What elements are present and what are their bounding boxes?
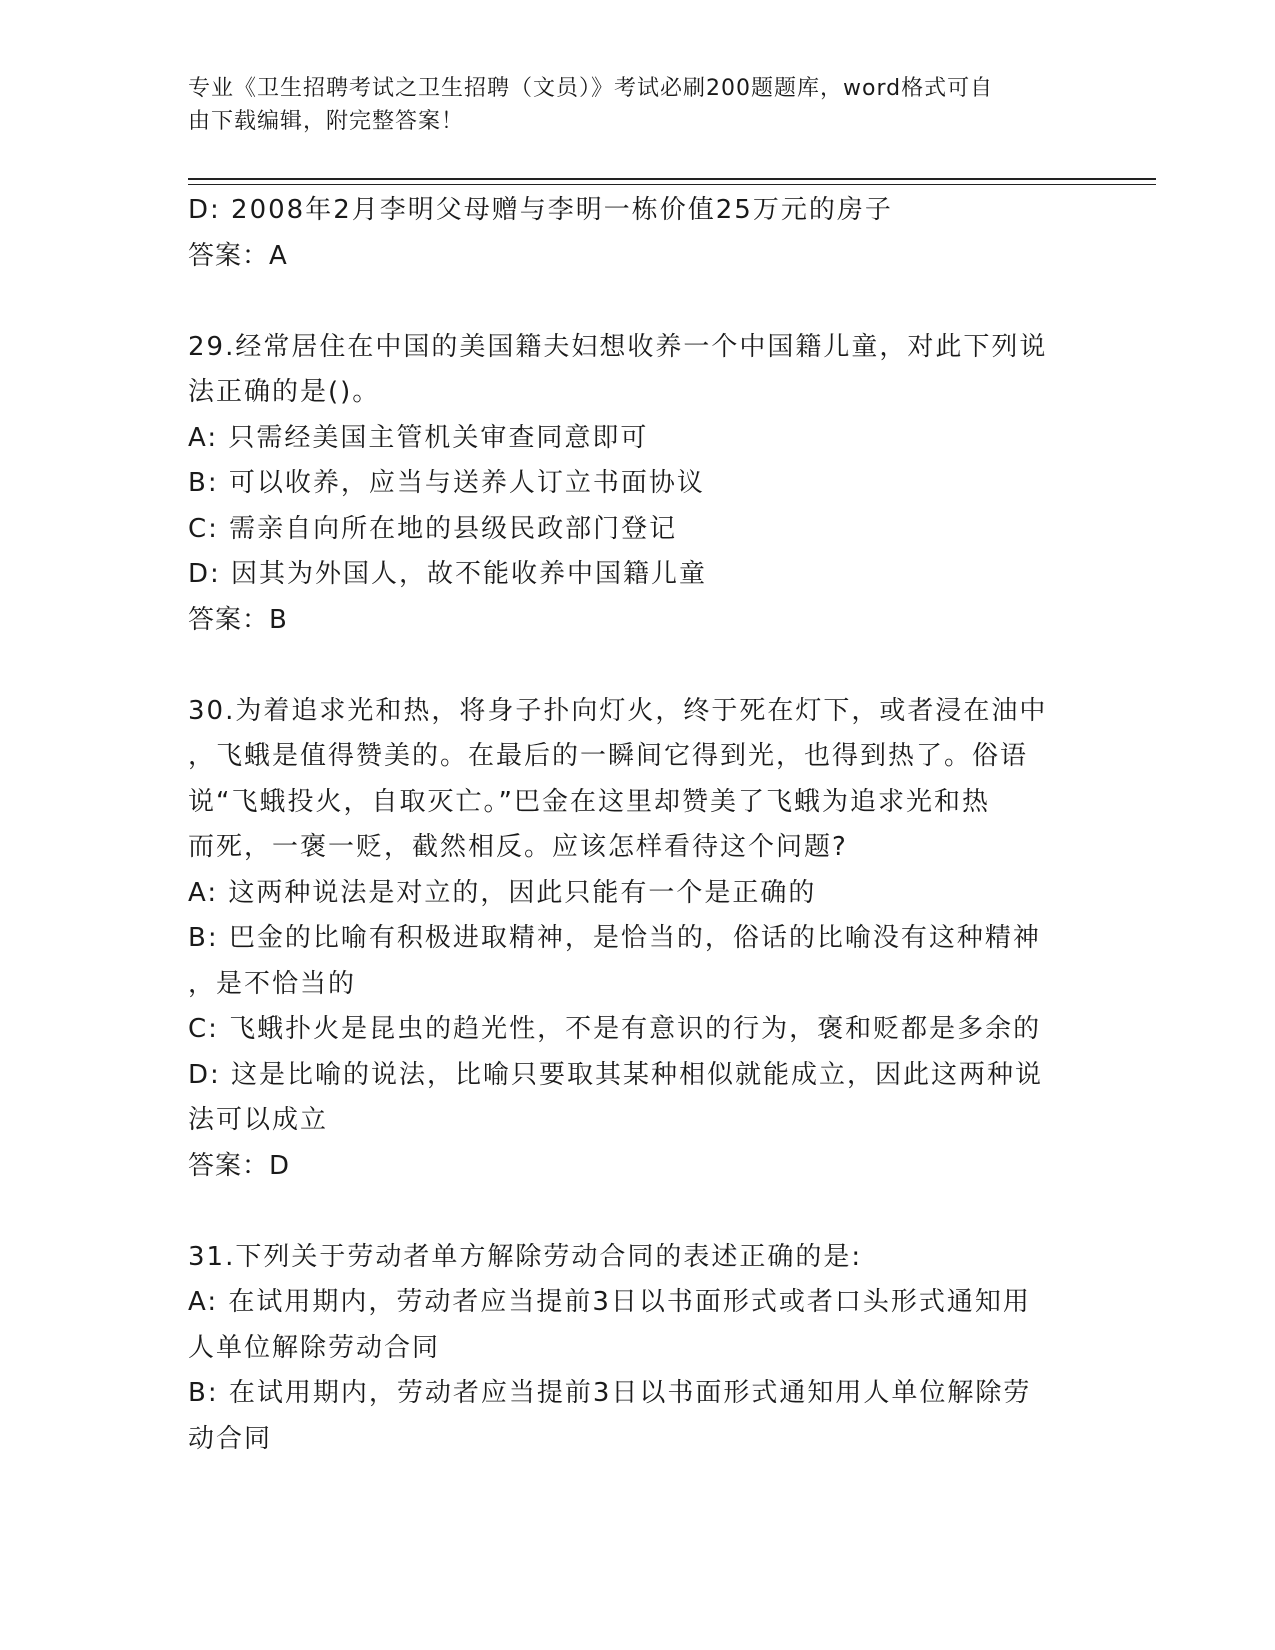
header-rule-thin bbox=[188, 184, 1156, 185]
option-a-cont: 人单位解除劳动合同 bbox=[188, 1332, 441, 1363]
option-b: B: 在试用期内，劳动者应当提前3日以书面形式通知用人单位解除劳 bbox=[188, 1378, 1032, 1408]
question-stem-cont: ，飞蛾是值得赞美的。在最后的一瞬间它得到光，也得到热了。俗语 bbox=[188, 741, 1029, 771]
option-b: B: 巴金的比喻有积极进取精神，是恰当的，俗话的比喻没有这种精神 bbox=[188, 923, 1041, 953]
page-header bbox=[188, 72, 1068, 138]
option-a: A: 只需经美国主管机关审查同意即可 bbox=[188, 422, 649, 453]
question-stem-cont: 而死，一褒一贬，截然相反。应该怎样看待这个问题? bbox=[188, 832, 848, 862]
option-b: B: 可以收养，应当与送养人订立书面协议 bbox=[188, 468, 705, 498]
question-stem: 30.为着追求光和热，将身子扑向灯火，终于死在灯下，或者浸在油中 bbox=[188, 695, 1048, 726]
option-b-cont: 动合同 bbox=[188, 1423, 273, 1454]
question-stem: 29.经常居住在中国的美国籍夫妇想收养一个中国籍儿童，对此下列说 bbox=[188, 331, 1048, 362]
spacer bbox=[188, 1189, 1078, 1235]
question-prev bbox=[188, 188, 1078, 279]
document-body bbox=[188, 188, 1078, 1462]
answer-line: 答案：D bbox=[188, 1150, 291, 1181]
option-d: D: 2008年2月李明父母赠与李明一栋价值25万元的房子 bbox=[188, 195, 893, 225]
question-stem-cont: 法正确的是()。 bbox=[188, 377, 381, 407]
header-line-1: 专业《卫生招聘考试之卫生招聘（文员）》考试必刷200题题库，word格式可自 bbox=[188, 76, 994, 101]
spacer bbox=[188, 643, 1078, 689]
option-d: D: 因其为外国人，故不能收养中国籍儿童 bbox=[188, 559, 708, 589]
question-29 bbox=[188, 325, 1078, 644]
question-stem-cont: 说“飞蛾投火，自取灭亡。”巴金在这里却赞美了飞蛾为追求光和热 bbox=[188, 786, 990, 817]
answer-line: 答案：B bbox=[188, 604, 288, 635]
header-line-2: 由下载编辑，附完整答案！ bbox=[188, 109, 465, 134]
question-stem: 31.下列关于劳动者单方解除劳动合同的表述正确的是: bbox=[188, 1241, 863, 1272]
option-a: A: 在试用期内，劳动者应当提前3日以书面形式或者口头形式通知用 bbox=[188, 1287, 1031, 1317]
question-30 bbox=[188, 689, 1078, 1190]
answer-line: 答案：A bbox=[188, 240, 288, 271]
question-31 bbox=[188, 1235, 1078, 1463]
option-d: D: 这是比喻的说法，比喻只要取其某种相似就能成立，因此这两种说 bbox=[188, 1059, 1044, 1090]
option-d-cont: 法可以成立 bbox=[188, 1105, 329, 1135]
spacer bbox=[188, 279, 1078, 325]
option-b-cont: ，是不恰当的 bbox=[188, 968, 357, 999]
option-a: A: 这两种说法是对立的，因此只能有一个是正确的 bbox=[188, 877, 817, 908]
option-c: C: 飞蛾扑火是昆虫的趋光性，不是有意识的行为，褒和贬都是多余的 bbox=[188, 1014, 1042, 1044]
header-rule-thick bbox=[188, 178, 1156, 180]
option-c: C: 需亲自向所在地的县级民政部门登记 bbox=[188, 513, 678, 544]
